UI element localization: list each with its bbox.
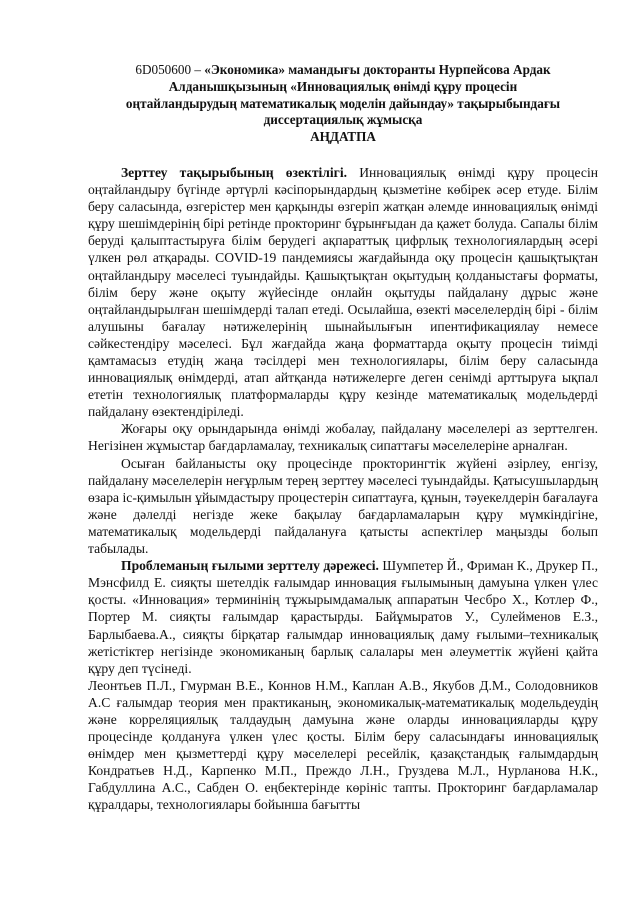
paragraph-design-issues: [88, 420, 598, 454]
title-line-1: [88, 62, 598, 79]
paragraph-proctoring-research: [88, 455, 598, 558]
section-heading-relevance: Зерттеу тақырыбының өзектілігі.: [121, 164, 348, 180]
paragraph-text: Осыған байланысты оқу процесінде прокторингтік жүйені әзірлеу, енгізу, пайдалану мәселелерін неғұрлым терең зерттеу мәселесі туындайды. Қатысушылардың өзара іс-қимылын ұйымдастыру процестерін сипаттауға, құнын, тәуекелдерін бағалауға және дәлелді негізде жеке бақылау бағдарламаларын құру мүмкіндігіне, математикалық модельдерді пайдалануға қатысты аспектілер маңызды болып табылады.: [88, 455, 598, 557]
section-heading-degree-of-study: Проблеманың ғылыми зерттелу дәрежесі.: [121, 558, 379, 574]
paragraph-text: Леонтьев П.Л., Гмурман В.Е., Коннов Н.М., Каплан А.В., Якубов Д.М., Солодовников А.С ғалымдар теория мен практиканың, экономикалық-математикалық модельдеудің және корреляциялық талдаудың дамуына және оларды инновацияларды құру процесінде қолдануға үлкен үлес қосты. Білім беру саласындағы инновациялық өнімдер мен қызметтерді құру мәселелері ресейлік, қазақстандық ғалымдардың Кондратьев Н.Д., Карпенко М.П., Преждо Л.Н., Груздева М.Л., Нурланова Н.К., Габдуллина А.С., Сабден О. еңбектерінде көрініс тапты. Прокторинг бағдарламалар құралдары, технологиялары бойынша бағытты: [88, 677, 598, 813]
paragraph-relevance: [88, 164, 598, 420]
paragraph-degree-of-study: [88, 557, 598, 677]
paragraph-text: Инновациялық өнімді құру процесін оңтайландыру бүгінде әртүрлі кәсіпорындардың қызметіне көбірек әсер етуде. Білім беру саласында, өзгерістер мен қарқынды өзгеріп жатқан әлемде инновациялық өнімді құру шешімдерінің бірі ретінде прокторинг бұрынғыдан да қажет болуда. Сапалы білім беруді қалыптастыруға білім берудегі ақпараттық цифрлық технологиялардың әсері үлкен рөл атқарады. COVID-19 пандемиясы жағдайында оқу процесін қашықтықтан оңтайландыру мәселесі туындайды. Қашықтықтан оқытудың қолданыстағы форматы, білім беру және оқыту жүйесінде онлайн оқытуды пайдалану дұрыс және оңтайландырылған шешімдерді талап етеді. Осылайша, өзекті мәселелердің бірі - білім алушыны бағалау нәтижелерінің шынайылығын ипентификациялау немесе сәйкестендіру мәселесі. Бұл жағдайда жаңа форматтарда оқыту процесін тиімді қамтамасыз етудің жаңа тәсілдері мен технологиялары, білім беру саласында инновациялық өнімдерді, атап айтқанда нәтижелерге деген сенімді арттыруға ықпал ететін технологиялық платформаларды құру кезінде математикалық модельдерді пайдалану өзектендіріледі.: [88, 164, 599, 420]
paragraph-text: Шумпетер Й., Фриман К., Друкер П., Мэнсфилд Е. сияқты шетелдік ғалымдар инновация ғылымының дамуына үлкен үлес қосты. «Инновация» терминінің тұжырымдамалық аппаратын Чесбро Х., Котлер Ф., Портер М. сияқты ғалымдар қарастырды. Байұмыратов У., Сулейменов Е.З., Барлыбаева.А., сияқты бірқатар ғалымдар инновациялық даму ғылыми–техникалық жетістіктер негізінде экономиканың барлық салалары мен әлеуметтік жүйені қайта құру деп түсінеді.: [88, 558, 598, 676]
paragraph-text: Жоғары оқу орындарында өнімді жобалау, пайдалану мәселелері аз зерттелген. Негізінен жұмыстар бағдарламалау, техникалық сипаттағы мәселелеріне арналған.: [88, 421, 598, 454]
document-title: [88, 62, 598, 146]
document-body: [88, 164, 598, 814]
title-line-2: Алданышқызының «Инновациялық өнімді құру процесін: [168, 78, 518, 94]
title-line-1-text: «Экономика» мамандығы докторанты Нурпейсова Ардак: [204, 62, 551, 77]
abstract-heading: АҢДАТПА: [310, 129, 376, 145]
title-line-3: оңтайландырудың математикалық моделін дайындау» тақырыбындағы: [125, 95, 561, 111]
document-page: [88, 62, 598, 814]
title-line-4: диссертациялық жұмысқа: [263, 112, 423, 128]
specialty-code: 6D050600 –: [135, 62, 201, 77]
paragraph-scholars: [88, 677, 598, 814]
